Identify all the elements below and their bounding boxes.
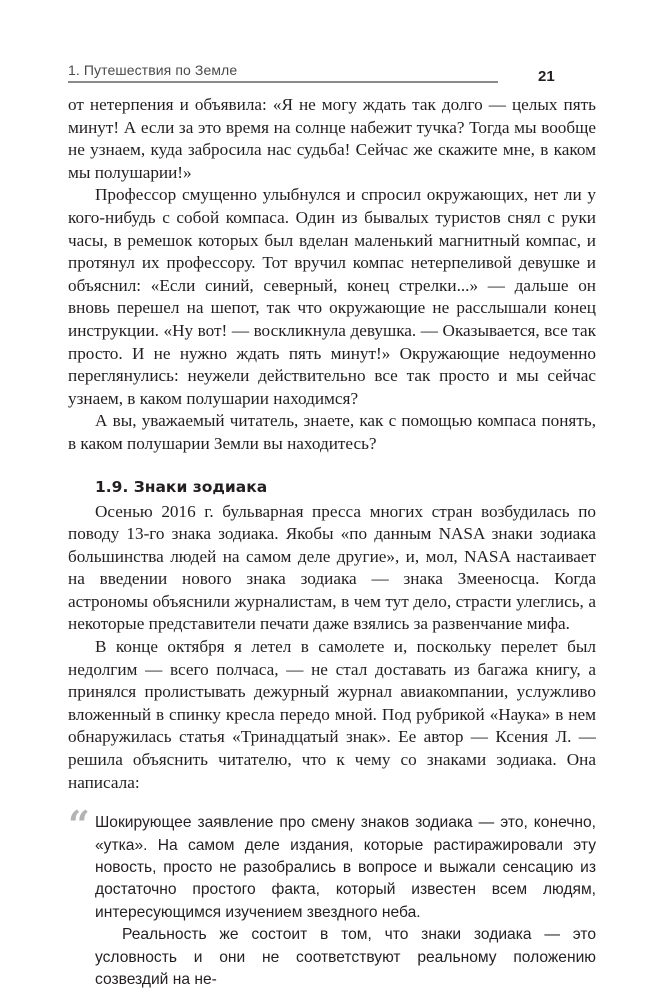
header-rule [68,81,498,83]
section-heading: 1.9. Знаки зодиака [95,477,268,496]
block-quote [68,802,596,991]
paragraph: Осенью 2016 г. бульварная пресса многих стран возбудилась по поводу 13-го знака зодиака. Якобы «по данным NASA знаки зодиака большинства людей на самом деле другие», и, мол, NASA настаивает на введении нового знака зодиака — знака Змееносца. Когда астрономы объяснили журналистам, в чем тут дело, страсти улеглись, а некоторые представители печати даже взялись за развенчание мифа. [68,501,596,634]
page-number: 21 [538,68,555,85]
running-header [68,60,596,86]
quote-paragraph: Реальность же состоит в том, что знаки зодиака — это условность и они не соответствуют реальному положению созвездий на не- [95,926,596,989]
paragraph: А вы, уважаемый читатель, знаете, как с помощью компаса понять, в каком полушарии Земли вы находитесь? [68,411,596,453]
paragraph: Профессор смущенно улыбнулся и спросил окружающих, нет ли у кого-нибудь с собой компаса. Один из бывалых туристов снял с руки часы, в ремешок которых был вделан маленький магнитный компас, и протянул их профессору. Тот вручил компас нетерпеливой девушке и объяснил: «Если синий, северный, конец стрелки...» — дальше он вновь перешел на шепот, так что окружающие не расслышали конец инструкции. «Ну вот! — воскликнула девушка. — Оказывается, все так просто. И не нужно ждать пять минут!» Окружающие недоуменно переглянулись: неужели действительно все так просто и мы сейчас узнаем, в каком полушарии находимся? [68,185,596,408]
body-text [68,94,596,794]
book-page [68,60,596,991]
paragraph: В конце октября я летел в самолете и, поскольку перелет был недолгим — всего полчаса, — не стал доставать из багажа книгу, а принялся пролистывать дежурный журнал авиакомпании, услужливо вложенный в спинку кресла передо мной. Под рубрикой «Наука» в нем обнаружилась статья «Тринадцатый знак». Ее автор — Ксения Л. — решила объяснить читателю, что к чему со знаками зодиака. Она написала: [68,637,596,792]
chapter-running-title: 1. Путешествия по Земле [68,62,238,78]
paragraph-continued: от нетерпения и объявила: «Я не могу ждать так долго — целых пять минут! А если за это время на солнце набежит тучка? Тогда мы вообще не узнаем, куда забросила нас судьба! Сейчас же скажите мне, в каком мы полушарии!» [68,95,596,182]
quote-mark-icon: “ [68,802,90,848]
quote-paragraph: Шокирующее заявление про смену знаков зодиака — это, конечно, «утка». На самом деле издания, которые растиражировали эту новость, просто не разобрались в вопросе и выжали сенсацию из достаточно простого факта, который известен всем людям, интересующимся изучением звездного неба. [95,814,596,921]
